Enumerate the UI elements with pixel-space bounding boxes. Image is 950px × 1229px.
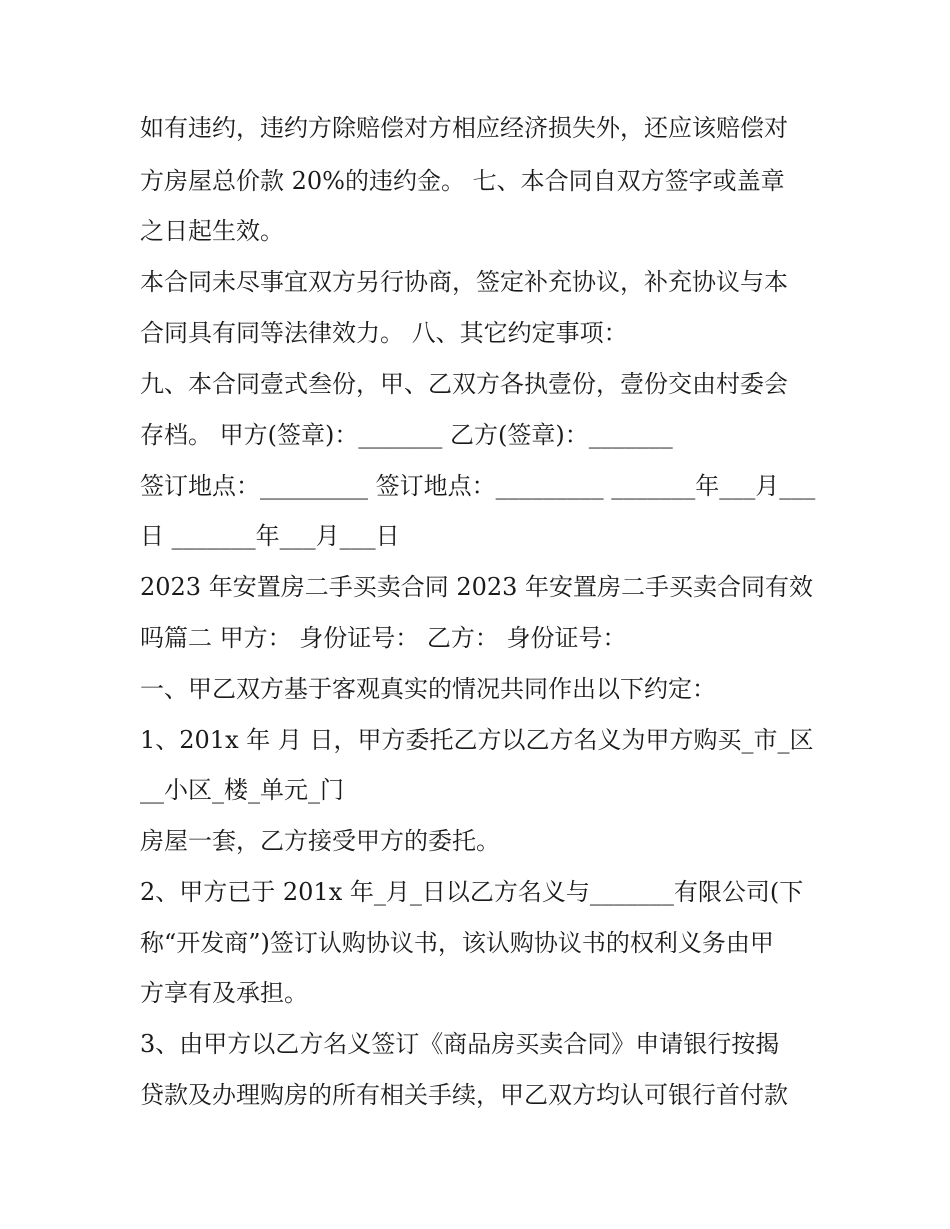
- text-line: 一、甲乙双方基于客观真实的情况共同作出以下约定：: [140, 675, 716, 703]
- text-line: 称“开发商”)签订认购协议书，该认购协议书的权利义务由甲: [140, 929, 774, 957]
- text-line: 吗篇二 甲方： 身份证号： 乙方： 身份证号：: [140, 624, 627, 652]
- text-line: 九、本合同壹式叁份，甲、乙双方各执壹份，壹份交由村委会: [140, 370, 788, 398]
- text-line: 1、201x 年 月 日，甲方委托乙方以乙方名义为甲方购买_市_区: [140, 726, 814, 754]
- text-line: 方房屋总价款 20%的违约金。 七、本合同自双方签字或盖章: [140, 167, 785, 195]
- text-line: 签订地点：_________ 签订地点：_________ _______年___月___: [140, 472, 816, 500]
- text-line: 2、甲方已于 201x 年_月_日以乙方名义与_______有限公司(下: [140, 878, 804, 906]
- text-line: 方享有及承担。: [140, 979, 308, 1007]
- text-line: 存档。 甲方(签章)：_______ 乙方(签章)：_______: [140, 421, 673, 449]
- text-line: 本合同未尽事宜双方另行协商，签定补充协议，补充协议与本: [140, 268, 788, 296]
- text-line: 合同具有同等法律效力。 八、其它约定事项：: [140, 319, 628, 347]
- text-line: 贷款及办理购房的所有相关手续，甲乙双方均认可银行首付款: [140, 1081, 788, 1109]
- text-line: 之日起生效。: [140, 217, 284, 245]
- text-line: 2023 年安置房二手买卖合同 2023 年安置房二手买卖合同有效: [140, 573, 814, 601]
- text-line: 房屋一套，乙方接受甲方的委托。: [140, 827, 500, 855]
- text-line: 3、由甲方以乙方名义签订《商品房买卖合同》申请银行按揭: [140, 1030, 780, 1058]
- text-line: 日 _______年___月___日: [140, 522, 400, 550]
- text-line: 如有违约，违约方除赔偿对方相应经济损失外，还应该赔偿对: [140, 114, 788, 142]
- text-line: __小区_楼_单元_门: [140, 776, 344, 804]
